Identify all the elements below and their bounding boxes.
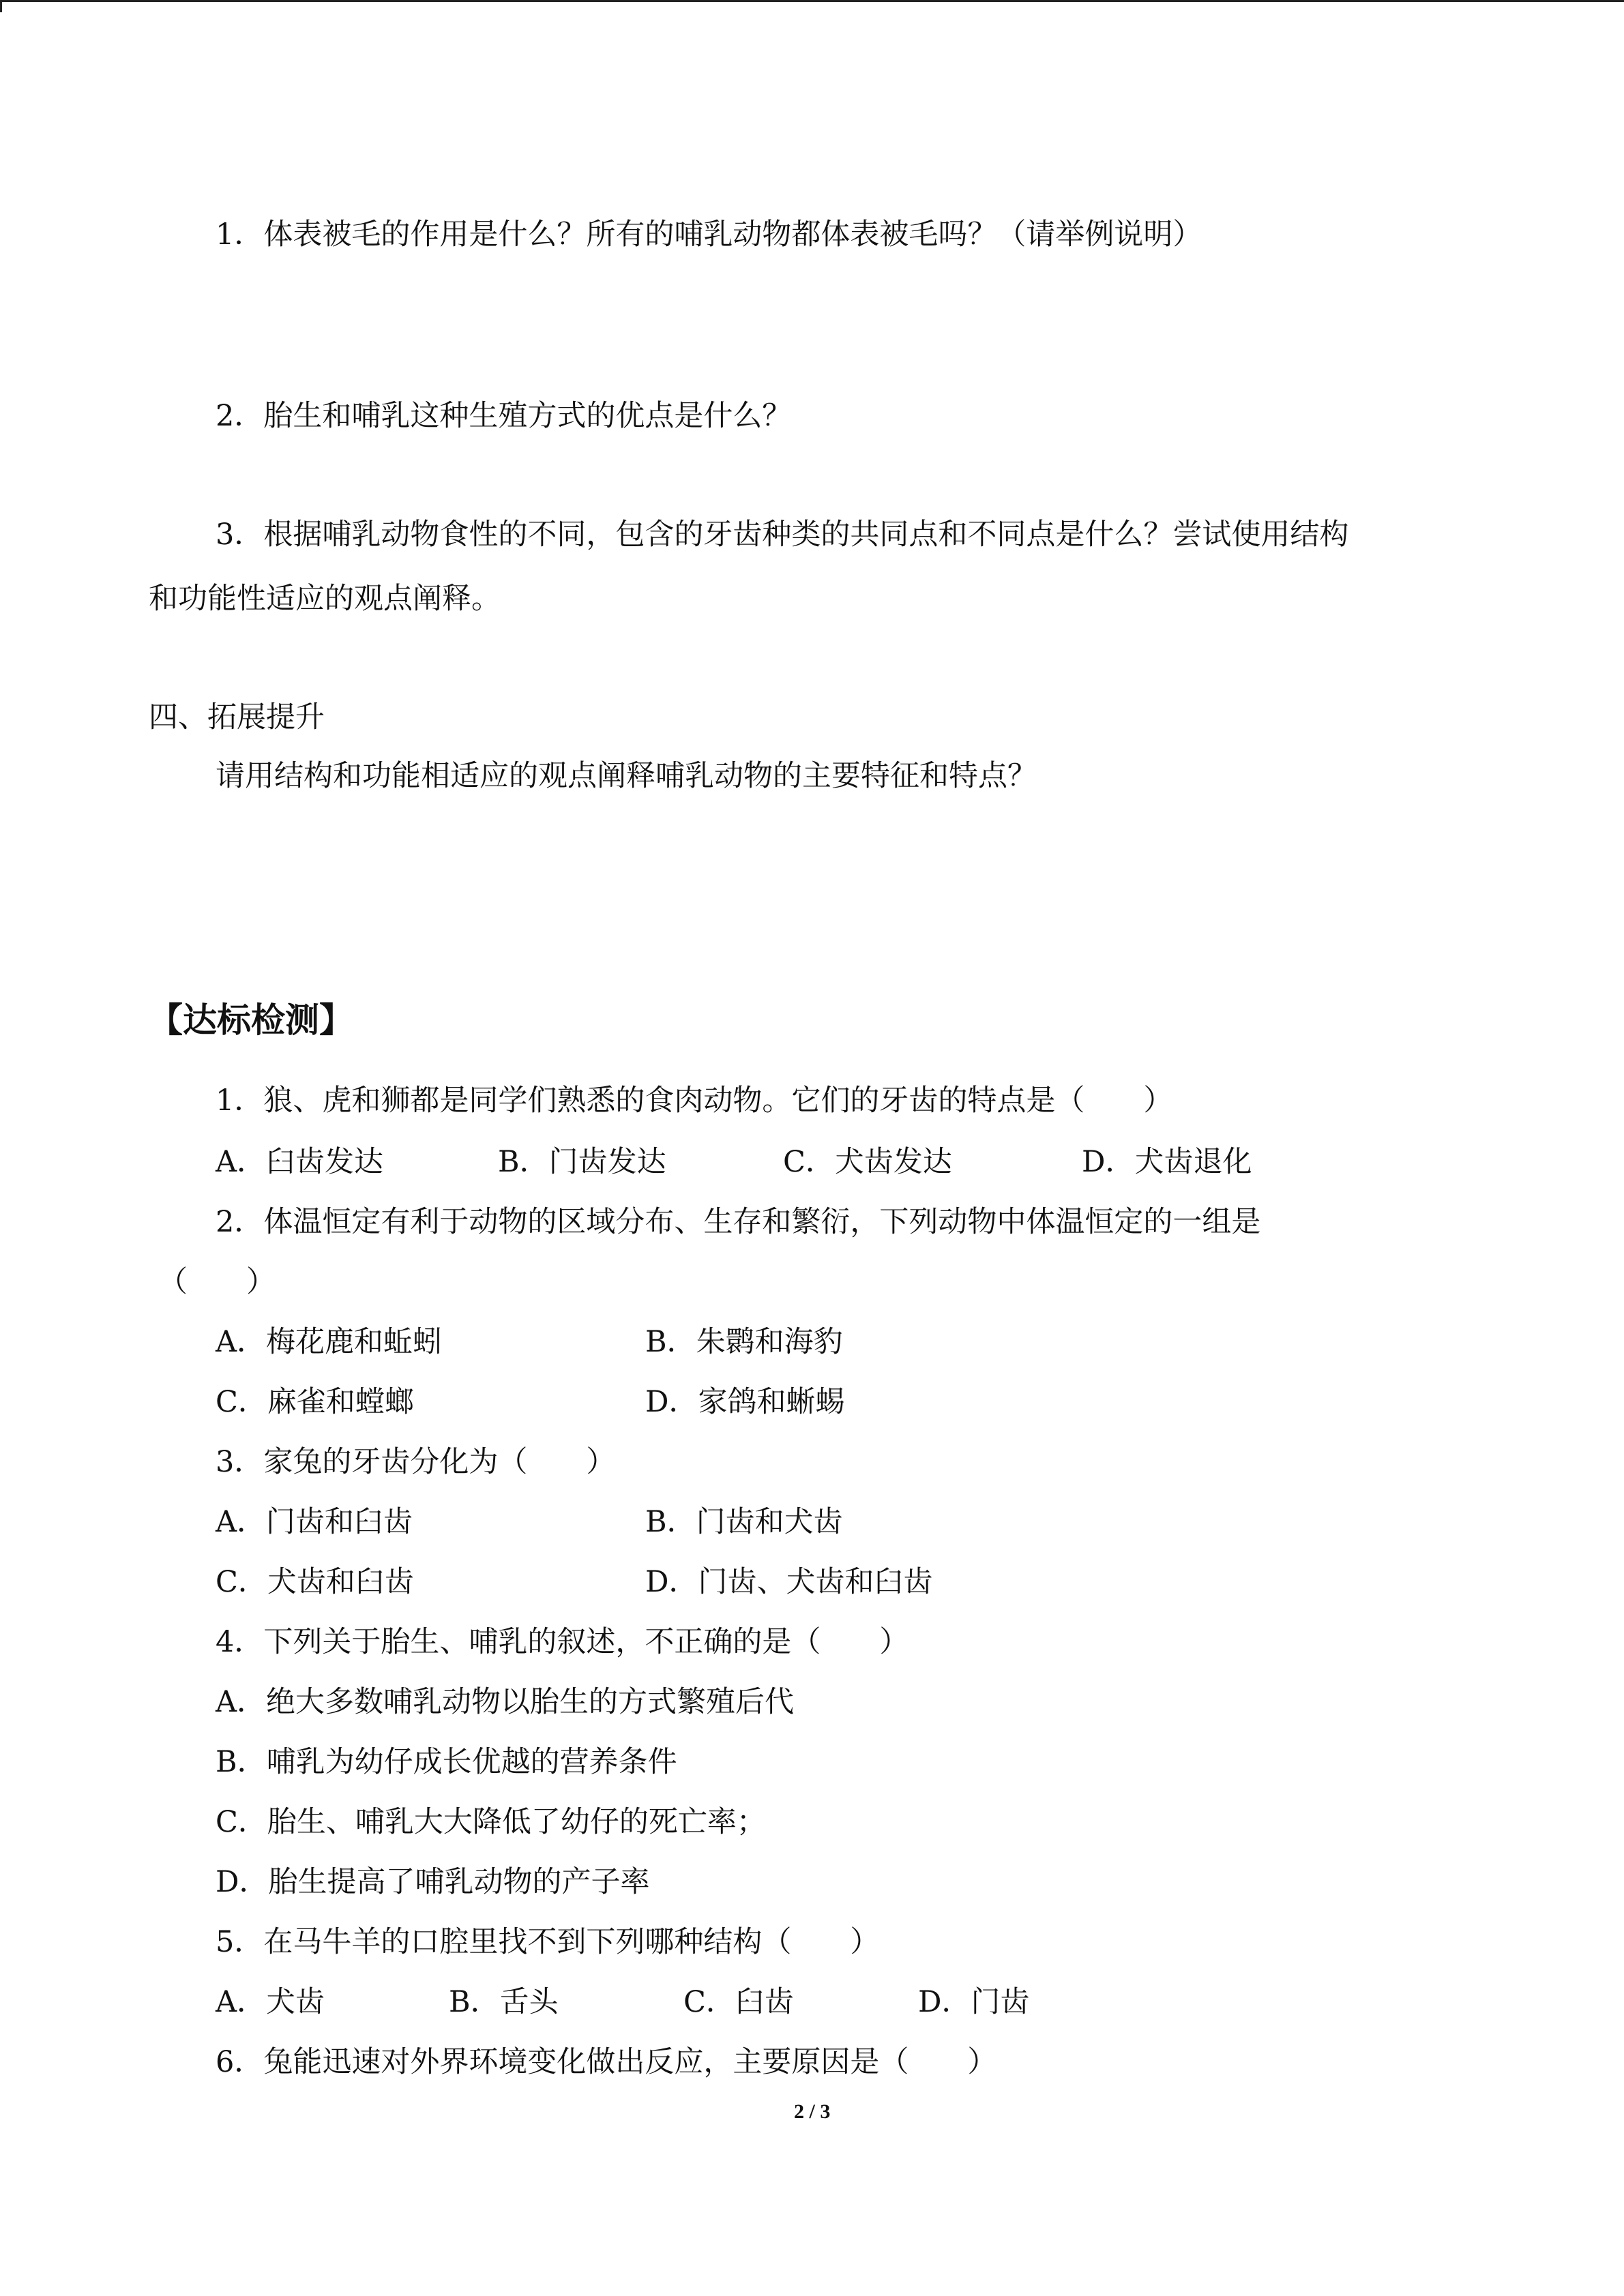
test-item-3-option-d: D．门齿、犬齿和臼齿: [645, 1565, 933, 1599]
test-item-5-option-d: D．门齿: [918, 1985, 1030, 2019]
test-item-2-stem-line-1: 2．体温恒定有利于动物的区域分布、生存和繁衍，下列动物中体温恒定的一组是: [216, 1205, 1261, 1239]
test-item-3-option-a: A．门齿和臼齿: [216, 1505, 413, 1539]
test-heading: 【达标检测】: [149, 1000, 353, 1040]
test-item-4-option-d: D．胎生提高了哺乳动物的产子率: [216, 1865, 650, 1899]
page-number: 2 / 3: [794, 2100, 831, 2123]
test-item-4-option-c: C．胎生、哺乳大大降低了幼仔的死亡率；: [216, 1805, 766, 1839]
test-item-2-option-b: B．朱鹮和海豹: [645, 1325, 843, 1359]
test-item-2-option-c: C．麻雀和螳螂: [216, 1385, 414, 1419]
test-item-1-stem: 1．狼、虎和狮都是同学们熟悉的食肉动物。它们的牙齿的特点是（ ）: [216, 1084, 1173, 1118]
test-item-5-stem: 5．在马牛羊的口腔里找不到下列哪种结构（ ）: [216, 1925, 880, 1959]
question-1: 1．体表被毛的作用是什么？所有的哺乳动物都体表被毛吗？（请举例说明）: [216, 218, 1202, 252]
test-item-5-option-c: C．臼齿: [683, 1985, 794, 2019]
test-item-1-option-b: B．门齿发达: [498, 1145, 666, 1179]
test-item-4-option-b: B．哺乳为幼仔成长优越的营养条件: [216, 1745, 677, 1779]
test-item-2-option-d: D．家鸽和蜥蜴: [645, 1385, 845, 1419]
test-item-2-option-a: A．梅花鹿和蚯蚓: [216, 1325, 443, 1359]
question-3-line-2: 和功能性适应的观点阐释。: [149, 582, 501, 616]
test-item-5-option-a: A．犬齿: [216, 1985, 325, 2019]
test-item-4-option-a: A．绝大多数哺乳动物以胎生的方式繁殖后代: [216, 1685, 795, 1719]
test-item-3-option-b: B．门齿和犬齿: [645, 1505, 843, 1539]
test-item-3-stem: 3．家兔的牙齿分化为（ ）: [216, 1445, 616, 1479]
question-2: 2．胎生和哺乳这种生殖方式的优点是什么？: [216, 399, 792, 433]
test-item-2-stem-line-2: （ ）: [158, 1265, 276, 1299]
section-4-prompt: 请用结构和功能相适应的观点阐释哺乳动物的主要特征和特点？: [216, 759, 1037, 793]
section-4-title: 四、拓展提升: [149, 700, 325, 734]
page-corner-mark: [0, 0, 2, 12]
test-item-4-stem: 4．下列关于胎生、哺乳的叙述，不正确的是（ ）: [216, 1625, 909, 1659]
question-3-line-1: 3．根据哺乳动物食性的不同，包含的牙齿种类的共同点和不同点是什么？尝试使用结构: [216, 518, 1349, 552]
test-item-5-option-b: B．舌头: [449, 1985, 559, 2019]
test-item-3-option-c: C．犬齿和臼齿: [216, 1565, 414, 1599]
test-item-1-option-c: C．犬齿发达: [783, 1145, 952, 1179]
test-item-1-option-a: A．臼齿发达: [216, 1145, 384, 1179]
page-top-border: [0, 0, 1624, 2]
test-item-1-option-d: D．犬齿退化: [1082, 1145, 1252, 1179]
test-item-6-stem: 6．兔能迅速对外界环境变化做出反应，主要原因是（ ）: [216, 2045, 997, 2079]
